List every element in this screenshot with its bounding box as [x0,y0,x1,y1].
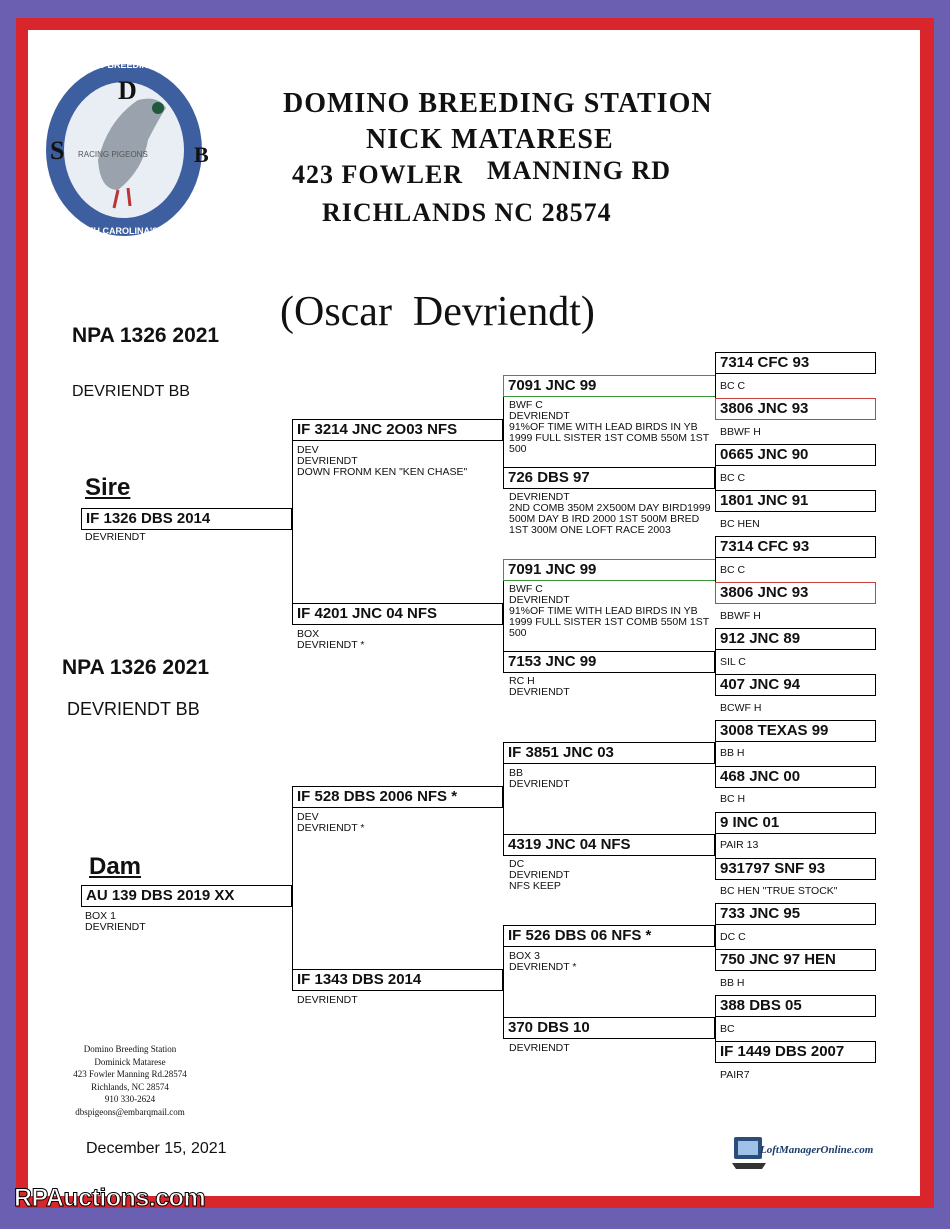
gen3-id: IF 3851 JNC 03 [508,744,614,761]
gen2-box[interactable] [292,786,503,808]
gen3-note: DEVRIENDT 2ND COMB 350M 2X500M DAY BIRD1999 500M DAY B IRD 2000 1ST 500M BRED 1ST 300M ONE LOFT RACE 2003 [509,492,711,536]
gen3-box[interactable] [503,467,715,489]
gen4-box[interactable] [715,949,876,971]
dbs-logo [38,50,210,246]
dam-id: AU 139 DBS 2019 XX [86,887,235,904]
footer-address [70,1043,190,1118]
gen3-note: BWF C DEVRIENDT 91%OF TIME WITH LEAD BIRDS IN YB 1999 FULL SISTER 1ST COMB 550M 1ST 500 [509,400,709,455]
gen2-id: IF 1343 DBS 2014 [297,971,422,988]
gen3-id: 4319 JNC 04 NFS [508,836,631,853]
gen2-box[interactable] [292,603,503,625]
connector [292,430,293,614]
gen2-note: DEV DEVRIENDT * [297,812,365,834]
gen4-id: 407 JNC 94 [720,676,801,693]
gen4-id: IF 1449 DBS 2007 [720,1043,845,1060]
loft-manager-logo[interactable] [730,1133,874,1171]
gen4-id: 733 JNC 95 [720,905,801,922]
gen4-note: BBWF H [720,427,761,438]
gen4-note: BB H [720,978,745,989]
gen3-box[interactable] [503,559,715,581]
gen4-id: 0665 JNC 90 [720,446,809,463]
gen3-box[interactable] [503,742,715,764]
gen4-box[interactable] [715,766,876,788]
color-desc-2: DEVRIENDT BB [67,699,200,719]
gen4-box[interactable] [715,812,876,834]
header-line3a: 423 FOWLER [292,160,464,189]
gen2-note: DEVRIENDT [297,995,358,1006]
address-line: Dominick Matarese [94,1056,166,1067]
gen4-note: BC H [720,794,746,805]
gen4-box[interactable] [715,444,876,466]
gen3-note: BWF C DEVRIENDT 91%OF TIME WITH LEAD BIRDS IN YB 1999 FULL SISTER 1ST COMB 550M 1ST 500 [509,584,709,639]
gen3-note: DC DEVRIENDT NFS KEEP [509,859,570,892]
dam-box[interactable] [81,885,292,907]
gen3-id: 726 DBS 97 [508,469,590,486]
subject-title: (Oscar Devriendt) [280,289,595,335]
gen3-id: 7091 JNC 99 [508,561,597,578]
gen3-id: 7153 JNC 99 [508,653,597,670]
gen4-id: 3008 TEXAS 99 [720,722,829,739]
gen4-box[interactable] [715,1041,876,1063]
sire-label: Sire [85,474,131,501]
gen3-box[interactable] [503,834,715,856]
gen3-note: BOX 3 DEVRIENDT * [509,951,577,973]
gen4-box[interactable] [715,995,876,1017]
gen2-id: IF 4201 JNC 04 NFS [297,605,438,622]
connector [503,936,504,1028]
gen4-id: 3806 JNC 93 [720,400,809,417]
logo-letter-s: S [50,136,66,165]
sire-id: IF 1326 DBS 2014 [86,510,211,527]
gen4-note: BC [720,1024,735,1035]
logo-center-text: RACING PIGEONS [78,150,148,159]
gen4-note: PAIR 13 [720,840,759,851]
gen4-note: BC C [720,473,746,484]
gen4-note: BC C [720,381,746,392]
gen2-id: IF 3214 JNC 2O03 NFS [297,421,458,438]
gen2-box[interactable] [292,969,503,991]
address-line: 910 330-2624 [104,1094,156,1104]
gen4-id: 388 DBS 05 [720,997,802,1014]
sire-box[interactable] [81,508,292,530]
gen4-box[interactable] [715,536,876,558]
gen4-id: 468 JNC 00 [720,768,801,785]
npa-band-1: NPA 1326 2021 [72,324,220,347]
gen4-note: DC C [720,932,746,943]
logo-letter-d: D [118,76,138,105]
address-email: dbspigeons@embarqmail.com [75,1106,185,1117]
gen4-box[interactable] [715,490,876,512]
gen3-note: RC H DEVRIENDT [509,676,570,698]
gen4-box[interactable] [715,398,876,420]
rpauctions-watermark: RPAuctions.com [14,1184,206,1212]
gen4-box[interactable] [715,628,876,650]
logo-letter-b: B [194,142,210,167]
gen4-id: 3806 JNC 93 [720,584,809,601]
gen4-note: PAIR7 [720,1070,750,1081]
dam-label: Dam [89,853,142,880]
gen4-box[interactable] [715,674,876,696]
header-line4: RICHLANDS NC 28574 [322,198,612,227]
connector [503,386,504,478]
gen3-note: DEVRIENDT [509,1043,570,1054]
gen3-id: IF 526 DBS 06 NFS * [508,927,652,944]
gen4-box[interactable] [715,582,876,604]
gen4-id: 750 JNC 97 HEN [720,951,836,968]
gen4-box[interactable] [715,720,876,742]
gen2-id: IF 528 DBS 2006 NFS * [297,788,458,805]
gen3-id: 7091 JNC 99 [508,377,597,394]
connector [292,797,293,981]
connector [503,753,504,845]
address-line: 423 Fowler Manning Rd.28574 [73,1069,187,1079]
gen4-id: 9 INC 01 [720,814,780,831]
gen3-box[interactable] [503,925,715,947]
gen4-note: BC HEN "TRUE STOCK" [720,886,838,897]
gen4-id: 7314 CFC 93 [720,538,810,555]
header-line3b: MANNING RD [487,156,672,185]
header-line1: DOMINO BREEDING STATION [283,88,713,119]
gen4-note: BBWF H [720,611,761,622]
gen4-id: 931797 SNF 93 [720,860,826,877]
gen3-box[interactable] [503,1017,715,1039]
gen2-note: DEV DEVRIENDT DOWN FRONM KEN "KEN CHASE" [297,445,468,478]
header-line2: NICK MATARESE [366,124,614,155]
gen4-note: BCWF H [720,703,762,714]
logo-ring-top: DOMINO BREEDING STATION [68,60,196,70]
gen4-id: 7314 CFC 93 [720,354,810,371]
gen3-id: 370 DBS 10 [508,1019,590,1036]
gen2-note: BOX DEVRIENDT * [297,629,365,651]
gen4-box[interactable] [715,903,876,925]
gen4-note: BB H [720,748,745,759]
gen4-id: 1801 JNC 91 [720,492,809,509]
gen4-note: BC HEN [720,519,760,530]
print-date: December 15, 2021 [86,1140,227,1157]
connector [503,570,504,662]
gen4-note: BC C [720,565,746,576]
gen3-box[interactable] [503,375,715,397]
gen4-box[interactable] [715,858,876,880]
sire-note: DEVRIENDT [85,532,146,543]
address-line: Domino Breeding Station [83,1044,177,1054]
gen3-box[interactable] [503,651,715,673]
loft-manager-text: LoftManagerOnline.com [760,1144,874,1156]
color-desc-1: DEVRIENDT BB [72,383,190,400]
gen2-box[interactable] [292,419,503,441]
gen4-note: SIL C [720,657,746,668]
gen3-note: BB DEVRIENDT [509,768,570,790]
gen4-box[interactable] [715,352,876,374]
gen4-id: 912 JNC 89 [720,630,801,647]
npa-band-2: NPA 1326 2021 [62,656,210,679]
logo-ring-bottom: NORTH CAROLINA'S FINEST [68,226,193,236]
address-line: Richlands, NC 28574 [91,1081,169,1092]
dam-note: BOX 1 DEVRIENDT [85,911,146,933]
